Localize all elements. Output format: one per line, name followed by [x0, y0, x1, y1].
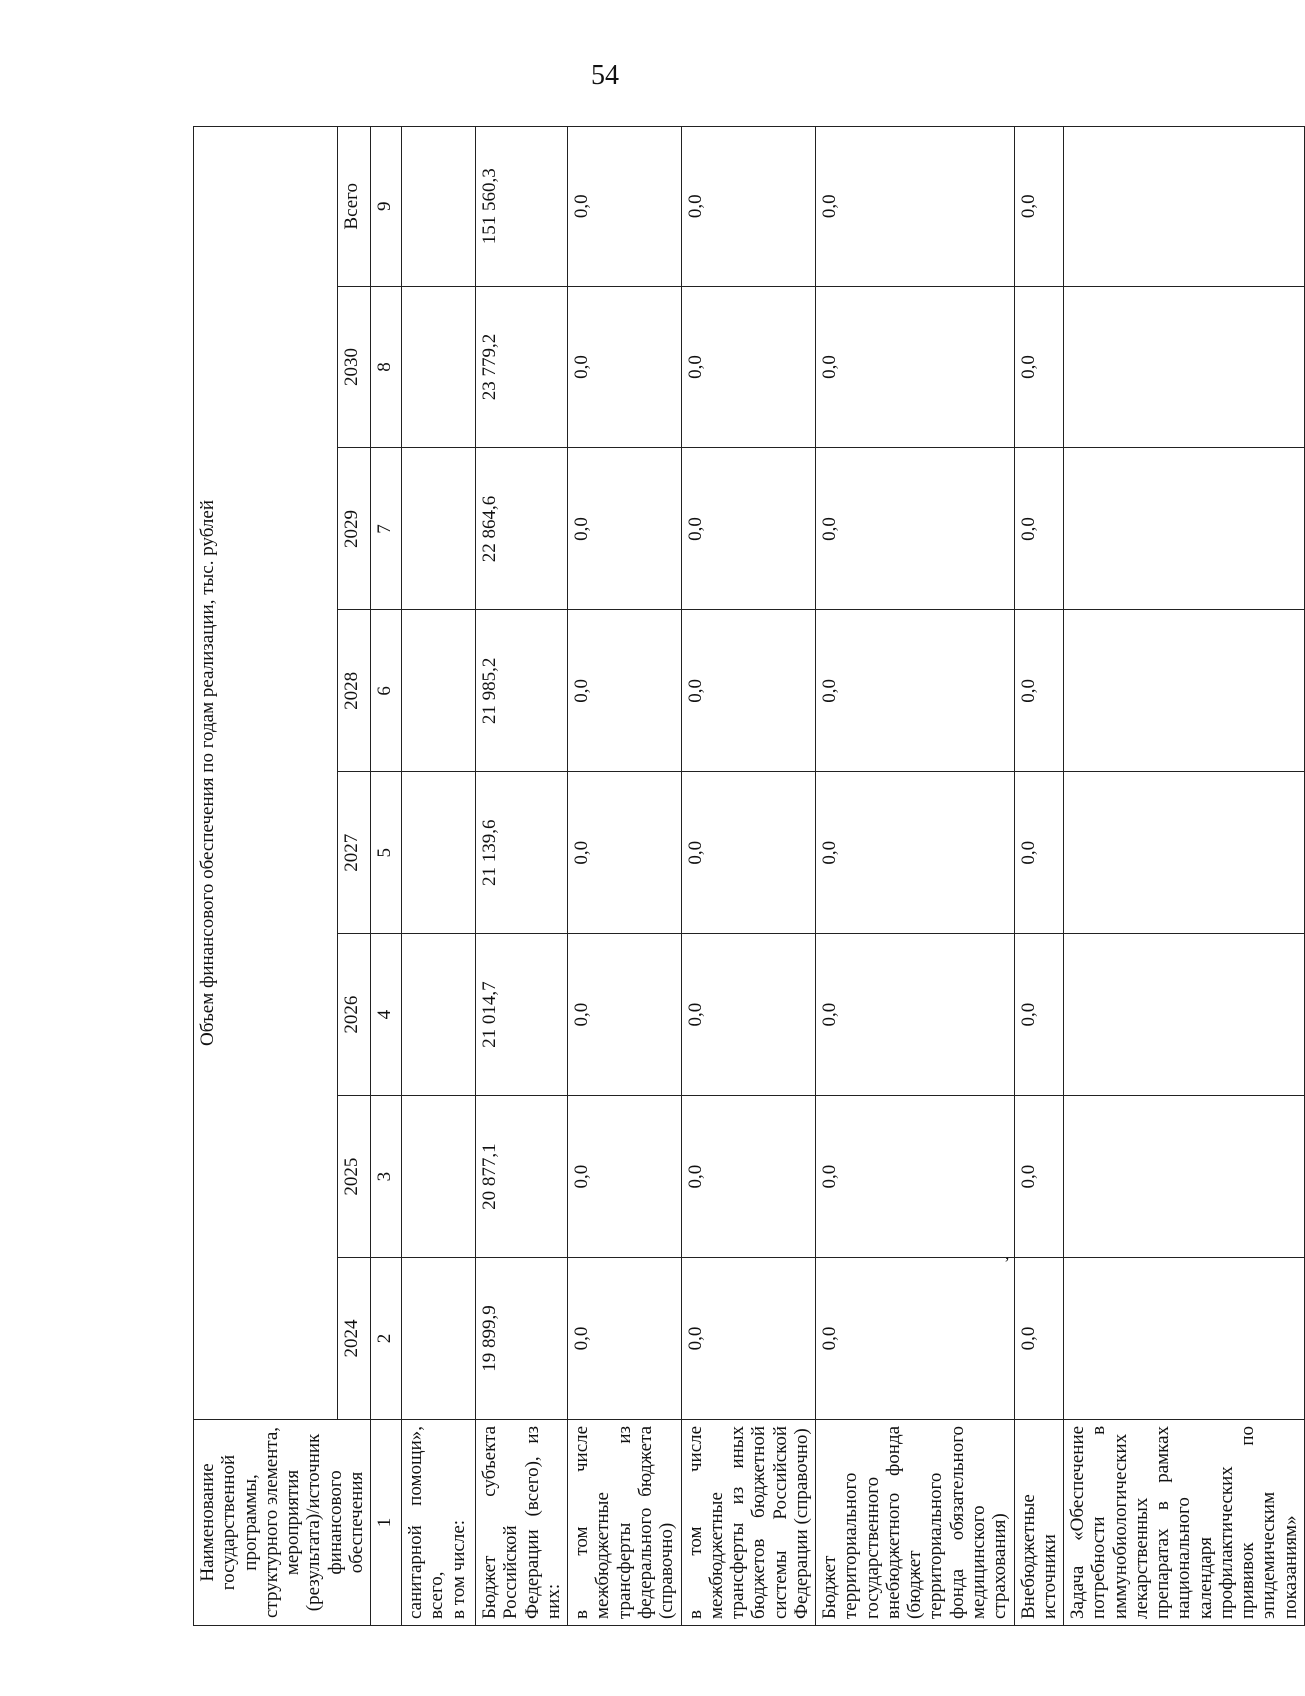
- value-cell: [1064, 127, 1305, 287]
- row-label-line: в том числе:: [447, 1519, 469, 1619]
- stray-mark: ’: [1004, 1253, 1010, 1273]
- value-cell: 0,0: [681, 772, 816, 934]
- value-cell: 0,0: [816, 1258, 1014, 1420]
- table-row-other-transfers: [681, 127, 816, 1626]
- value-cell: 21 014,7: [476, 934, 568, 1096]
- row-label: в том числе межбюджетные трансферты из федерального бюджета (справочно): [568, 1419, 681, 1625]
- year-header: 2025: [338, 1096, 371, 1258]
- value-cell: 0,0: [681, 1096, 816, 1258]
- value-cell: 0,0: [1014, 286, 1064, 448]
- row-label-line: санитарной помощи», всего,: [405, 1425, 448, 1619]
- value-cell: 0,0: [816, 127, 1014, 287]
- value-cell: 21 985,2: [476, 610, 568, 772]
- row-label: Бюджет территориального государственного внебюджетного фонда (бюджет территориального фонда обязательного медицинского страхования): [816, 1419, 1014, 1625]
- value-cell: 0,0: [568, 610, 681, 772]
- value-cell: 0,0: [568, 127, 681, 287]
- value-cell: 0,0: [1014, 448, 1064, 610]
- row-label-line: Бюджет субъекта Российской: [479, 1425, 522, 1619]
- rotated-table-container: [193, 126, 1301, 1626]
- value-cell: 0,0: [1014, 610, 1064, 772]
- column-number: 5: [371, 772, 402, 934]
- year-header: 2026: [338, 934, 371, 1096]
- table-row-task: [1064, 127, 1305, 1626]
- row-label: в том числе межбюджетные трансферты из иных бюджетов бюджетной системы Российской Федерации (справочно): [681, 1419, 816, 1625]
- row-label: [476, 1419, 568, 1625]
- value-cell: 0,0: [681, 934, 816, 1096]
- year-header: 2030: [338, 286, 371, 448]
- value-cell: 0,0: [681, 448, 816, 610]
- table-row-regional-budget: [476, 127, 568, 1626]
- column-number: 6: [371, 610, 402, 772]
- value-cell: [1064, 1258, 1305, 1420]
- value-cell: 23 779,2: [476, 286, 568, 448]
- value-cell: [402, 448, 476, 610]
- value-cell: 0,0: [1014, 772, 1064, 934]
- value-cell: 0,0: [816, 934, 1014, 1096]
- value-cell: [402, 610, 476, 772]
- table-row-sanitary-total: [402, 127, 476, 1626]
- value-cell: 0,0: [816, 610, 1014, 772]
- value-cell: [402, 1258, 476, 1420]
- column-number: 8: [371, 286, 402, 448]
- table-row-territorial-fund: [816, 127, 1014, 1626]
- value-cell: 22 864,6: [476, 448, 568, 610]
- value-cell: 0,0: [816, 286, 1014, 448]
- value-cell: 0,0: [568, 1096, 681, 1258]
- row-label: Задача «Обеспечение потребности в иммунобиологических лекарственных препаратах в рамках национального календаря профилактических прививок по эпидемическим показаниям»: [1064, 1419, 1305, 1625]
- value-cell: 0,0: [681, 610, 816, 772]
- row-label-line: Федерации (всего), из них:: [521, 1425, 564, 1619]
- value-cell: [1064, 610, 1305, 772]
- value-cell: 0,0: [1014, 1096, 1064, 1258]
- year-header: 2028: [338, 610, 371, 772]
- value-cell: 19 899,9: [476, 1258, 568, 1420]
- value-cell: 0,0: [568, 934, 681, 1096]
- column-number: 7: [371, 448, 402, 610]
- value-cell: 0,0: [816, 772, 1014, 934]
- years-row: [338, 127, 371, 1626]
- year-header: 2029: [338, 448, 371, 610]
- value-cell: 0,0: [1014, 127, 1064, 287]
- column-number: 9: [371, 127, 402, 287]
- page-number: 54: [591, 60, 619, 91]
- value-cell: 20 877,1: [476, 1096, 568, 1258]
- column-number: 1: [371, 1419, 402, 1625]
- value-cell: 0,0: [1014, 934, 1064, 1096]
- header-row: [194, 127, 338, 1626]
- value-cell: [1064, 772, 1305, 934]
- value-cell: 0,0: [568, 772, 681, 934]
- volume-title-header: Объем финансового обеспечения по годам реализации, тыс. рублей: [194, 127, 338, 1420]
- column-number: 3: [371, 1096, 402, 1258]
- value-cell: 0,0: [568, 286, 681, 448]
- name-column-header: Наименование государственной программы, структурного элемента, мероприятия (результата)/источник финансового обеспечения: [194, 1419, 371, 1625]
- value-cell: 0,0: [568, 1258, 681, 1420]
- value-cell: 21 139,6: [476, 772, 568, 934]
- value-cell: 0,0: [1014, 1258, 1064, 1420]
- row-label: [402, 1419, 476, 1625]
- value-cell: 0,0: [816, 1096, 1014, 1258]
- year-header: 2024: [338, 1258, 371, 1420]
- value-cell: 151 560,3: [476, 127, 568, 287]
- column-number: 4: [371, 934, 402, 1096]
- row-label: Внебюджетные источники: [1014, 1419, 1064, 1625]
- table-row-extrabudgetary: [1014, 127, 1064, 1626]
- value-cell: 0,0: [681, 286, 816, 448]
- value-cell: 0,0: [568, 448, 681, 610]
- value-cell: [1064, 934, 1305, 1096]
- value-cell: [1064, 286, 1305, 448]
- column-numbers-row: [371, 127, 402, 1626]
- value-cell: [402, 772, 476, 934]
- value-cell: [402, 127, 476, 287]
- value-cell: [402, 1096, 476, 1258]
- total-header: Всего: [338, 127, 371, 287]
- value-cell: [402, 934, 476, 1096]
- table-row-federal-transfers: [568, 127, 681, 1626]
- financing-table: [193, 126, 1305, 1626]
- column-number: 2: [371, 1258, 402, 1420]
- value-cell: 0,0: [681, 1258, 816, 1420]
- value-cell: [402, 286, 476, 448]
- year-header: 2027: [338, 772, 371, 934]
- value-cell: 0,0: [816, 448, 1014, 610]
- value-cell: [1064, 1096, 1305, 1258]
- value-cell: [1064, 448, 1305, 610]
- value-cell: 0,0: [681, 127, 816, 287]
